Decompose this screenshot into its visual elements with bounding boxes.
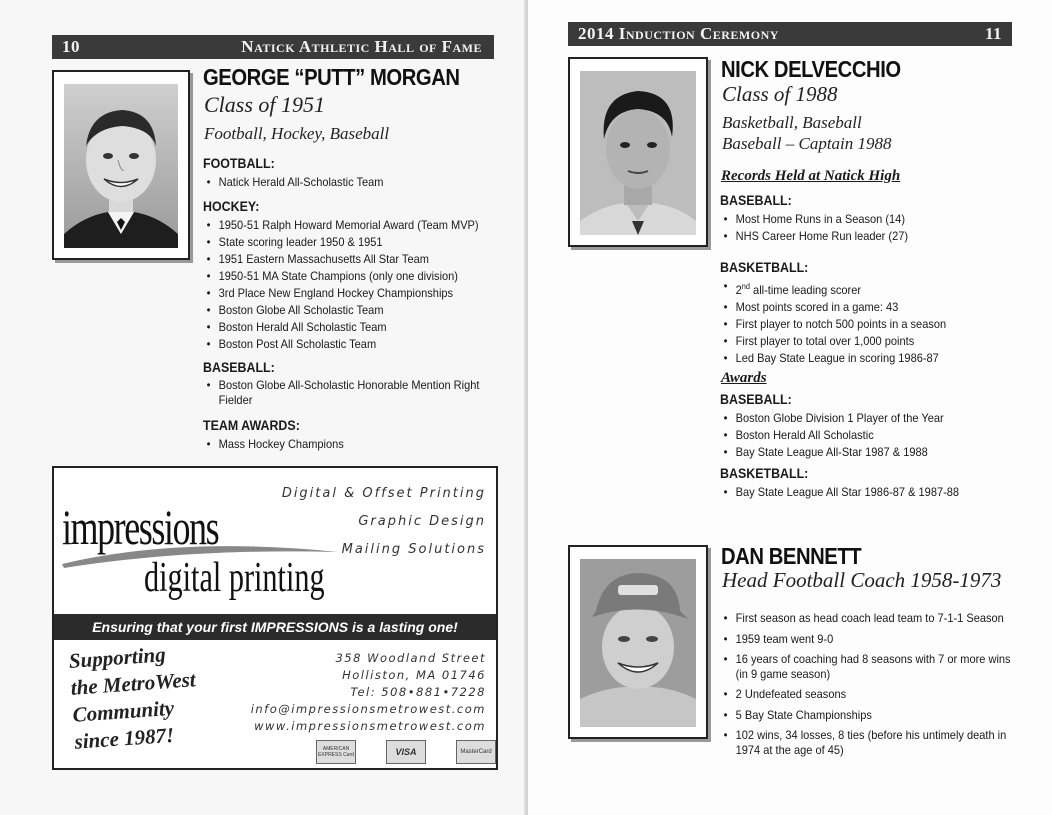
left-header-bar — [52, 35, 494, 59]
morgan-name: GEORGE “PUTT” MORGAN — [203, 64, 460, 90]
bennett-title: Head Football Coach 1958-1973 — [722, 568, 1002, 592]
list-item: • NHS Career Home Run leader (27) — [720, 228, 908, 245]
list-item: • Boston Globe Division 1 Player of the Year — [720, 410, 944, 427]
ad-support-text — [68, 639, 200, 755]
list-item: • Boston Globe All-Scholastic Honorable Mention Right Fielder — [203, 378, 495, 408]
morgan-sports: Football, Hockey, Baseball — [204, 124, 390, 143]
section-heading: BASKETBALL: — [720, 466, 809, 481]
mastercard-icon: MasterCard — [456, 740, 496, 764]
morgan-football-section — [203, 156, 399, 191]
list-item: • 16 years of coaching had 8 seasons with 7 or more wins (in 9 game season) — [720, 652, 1021, 682]
list-item: • Bay State League All Star 1986-87 & 1987-88 — [720, 484, 959, 501]
morgan-photo — [52, 70, 190, 260]
morgan-portrait — [64, 84, 178, 248]
support-line: Supporting — [68, 642, 167, 673]
morgan-class: Class of 1951 — [204, 92, 326, 117]
right-page — [528, 0, 1052, 815]
portrait-image — [64, 84, 178, 248]
address-line: 358 Woodland Street — [335, 651, 486, 665]
header-title: Natick Athletic Hall of Fame — [241, 37, 482, 56]
ad-contact — [251, 650, 486, 735]
phone-line: Tel: 508•881•7228 — [350, 685, 486, 699]
support-line: the MetroWest — [69, 667, 197, 700]
delvecchio-captain: Baseball – Captain 1988 — [722, 134, 892, 153]
service-item: Mailing Solutions — [341, 542, 486, 557]
page-number: 10 — [62, 37, 80, 56]
delvecchio-name: NICK DELVECCHIO — [721, 56, 901, 82]
delvecchio-sports: Basketball, Baseball — [722, 113, 862, 132]
list-item: • Boston Herald All Scholastic Team — [203, 319, 479, 336]
bennett-photo — [568, 545, 708, 739]
service-item: Graphic Design — [358, 514, 486, 529]
list-item: • Boston Herald All Scholastic — [720, 427, 944, 444]
impressions-ad — [52, 466, 498, 770]
section-heading: HOCKEY: — [203, 199, 260, 214]
list-item: • First season as head coach lead team to 7-1-1 Season — [720, 610, 1021, 627]
list-item: • 1951 Eastern Massachusetts All Star Team — [203, 251, 479, 268]
ad-banner: Ensuring that your first IMPRESSIONS is a lasting one! — [54, 614, 496, 640]
ad-logo-main: impressions — [62, 499, 219, 555]
ad-services — [282, 480, 486, 564]
delvecchio-portrait — [580, 71, 696, 235]
list-item: • First player to total over 1,000 points — [720, 333, 946, 350]
header-title: 2014 Induction Ceremony — [578, 24, 779, 43]
list-item — [720, 278, 946, 299]
list-item: • State scoring leader 1950 & 1951 — [203, 234, 479, 251]
bennett-achievements — [720, 610, 1047, 760]
support-line: since 1987! — [73, 722, 175, 754]
ordinal-suffix: nd — [741, 282, 750, 291]
card-logos — [316, 740, 496, 764]
list-item: • Mass Hockey Champions — [203, 436, 344, 453]
list-item: • 102 wins, 34 losses, 8 ties (before his untimely death in 1974 at the age of 45) — [720, 728, 1021, 758]
list-item: • 3rd Place New England Hockey Championships — [203, 285, 479, 302]
delvecchio-class: Class of 1988 — [722, 82, 838, 106]
list-item: • Boston Globe All Scholastic Team — [203, 302, 479, 319]
list-item: • 1959 team went 9-0 — [720, 631, 1021, 648]
list-item: • Most points scored in a game: 43 — [720, 299, 946, 316]
list-item: • Natick Herald All-Scholastic Team — [203, 174, 383, 191]
bennett-portrait — [580, 559, 696, 727]
records-baseball-section — [720, 193, 924, 245]
right-header-bar — [568, 22, 1012, 46]
bennett-name: DAN BENNETT — [721, 543, 862, 569]
morgan-team-awards-section — [203, 418, 356, 453]
portrait-image — [580, 559, 696, 727]
rank-number: 2 — [735, 283, 742, 297]
amex-card-icon: AMERICAN EXPRESS Card — [316, 740, 356, 764]
awards-heading: Awards — [721, 370, 767, 386]
list-item: • Boston Post All Scholastic Team — [203, 336, 479, 353]
list-item: • 1950-51 Ralph Howard Memorial Award (Team MVP) — [203, 217, 479, 234]
list-item: • First player to notch 500 points in a season — [720, 316, 946, 333]
ad-logo-sub: digital printing — [144, 555, 325, 601]
list-item: • 1950-51 MA State Champions (only one division) — [203, 268, 479, 285]
list-item: • Bay State League All-Star 1987 & 1988 — [720, 444, 944, 461]
morgan-hockey-section — [203, 199, 503, 353]
delvecchio-photo — [568, 57, 708, 247]
support-line: Community — [71, 695, 175, 727]
website-line: www.impressionsmetrowest.com — [254, 719, 486, 733]
awards-baseball-section — [720, 392, 963, 461]
section-heading: BASEBALL: — [720, 193, 792, 208]
section-heading: TEAM AWARDS: — [203, 418, 300, 433]
section-heading: BASEBALL: — [720, 392, 792, 407]
visa-card-icon: VISA — [386, 740, 426, 764]
portrait-image — [580, 71, 696, 235]
list-item: • 2 Undefeated seasons — [720, 686, 1021, 703]
list-item-text: all-time leading scorer — [749, 283, 862, 297]
section-heading: FOOTBALL: — [203, 156, 275, 171]
awards-basketball-section — [720, 466, 980, 501]
records-heading: Records Held at Natick High — [721, 168, 901, 184]
list-item: • Most Home Runs in a Season (14) — [720, 211, 908, 228]
records-basketball-section — [720, 260, 966, 367]
list-item: • Led Bay State League in scoring 1986-87 — [720, 350, 946, 367]
section-heading: BASEBALL: — [203, 360, 275, 375]
service-item: Digital & Offset Printing — [281, 486, 486, 501]
morgan-baseball-section — [203, 360, 520, 410]
list-item: • 5 Bay State Championships — [720, 707, 1021, 724]
address-line: Holliston, MA 01746 — [342, 668, 486, 682]
section-heading: BASKETBALL: — [720, 260, 809, 275]
email-line: info@impressionsmetrowest.com — [250, 702, 486, 716]
page-number: 11 — [984, 24, 1002, 43]
